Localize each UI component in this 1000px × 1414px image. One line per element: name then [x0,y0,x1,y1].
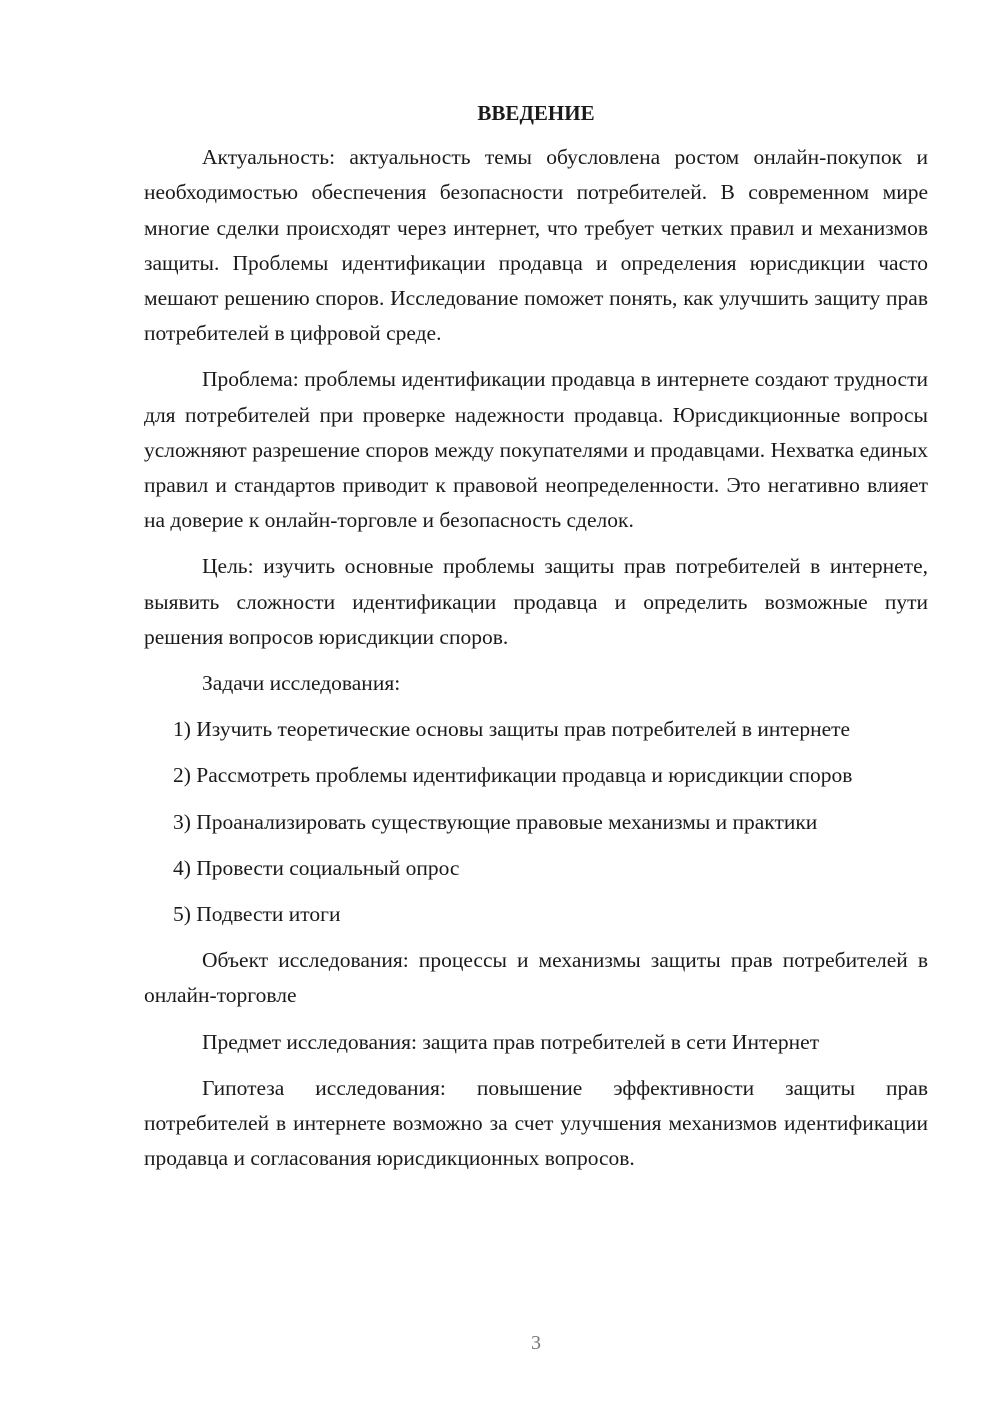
task-item-5: 5) Подвести итоги [173,902,341,927]
task-item-1: 1) Изучить теоретические основы защиты прав потребителей в интернете [173,717,851,742]
paragraph-problem: Проблема: проблемы идентификации продавца в интернете создают трудности для потребителей при проверке надежности продавца. Юрисдикционные вопросы усложняют разрешение споров между покупателями и продавцами. Нехватка единых правил и стандартов приводит к правовой неопределенности. Это негативно влияет на доверие к онлайн-торговле и безопасность сделок. [144,367,928,533]
task-item-4: 4) Провести социальный опрос [173,855,460,880]
task-item-2: 2) Рассмотреть проблемы идентификации продавца и юрисдикции споров [173,763,853,788]
page-content [144,96,928,1187]
tasks-heading: Задачи исследования: [202,671,401,696]
page-number: 3 [531,1332,541,1354]
page-title: ВВЕДЕНИЕ [477,101,595,125]
paragraph-relevance: Актуальность: актуальность темы обусловлена ростом онлайн-покупок и необходимостью обеспечения безопасности потребителей. В современном мире многие сделки происходят через интернет, что требует четких правил и механизмов защиты. Проблемы идентификации продавца и определения юрисдикции часто мешают решению споров. Исследование поможет понять, как улучшить защиту прав потребителей в цифровой среде. [144,145,928,346]
task-item-3: 3) Проанализировать существующие правовые механизмы и практики [173,809,818,834]
paragraph-object: Объект исследования: процессы и механизмы защиты прав потребителей в онлайн-торговле [144,948,928,1008]
paragraph-goal: Цель: изучить основные проблемы защиты прав потребителей в интернете, выявить сложности идентификации продавца и определить возможные пути решения вопросов юрисдикции споров. [144,554,928,649]
paragraph-subject: Предмет исследования: защита прав потребителей в сети Интернет [202,1029,820,1054]
paragraph-hypothesis: Гипотеза исследования: повышение эффективности защиты прав потребителей в интернете возможно за счет улучшения механизмов идентификации продавца и согласования юрисдикционных вопросов. [144,1075,928,1171]
